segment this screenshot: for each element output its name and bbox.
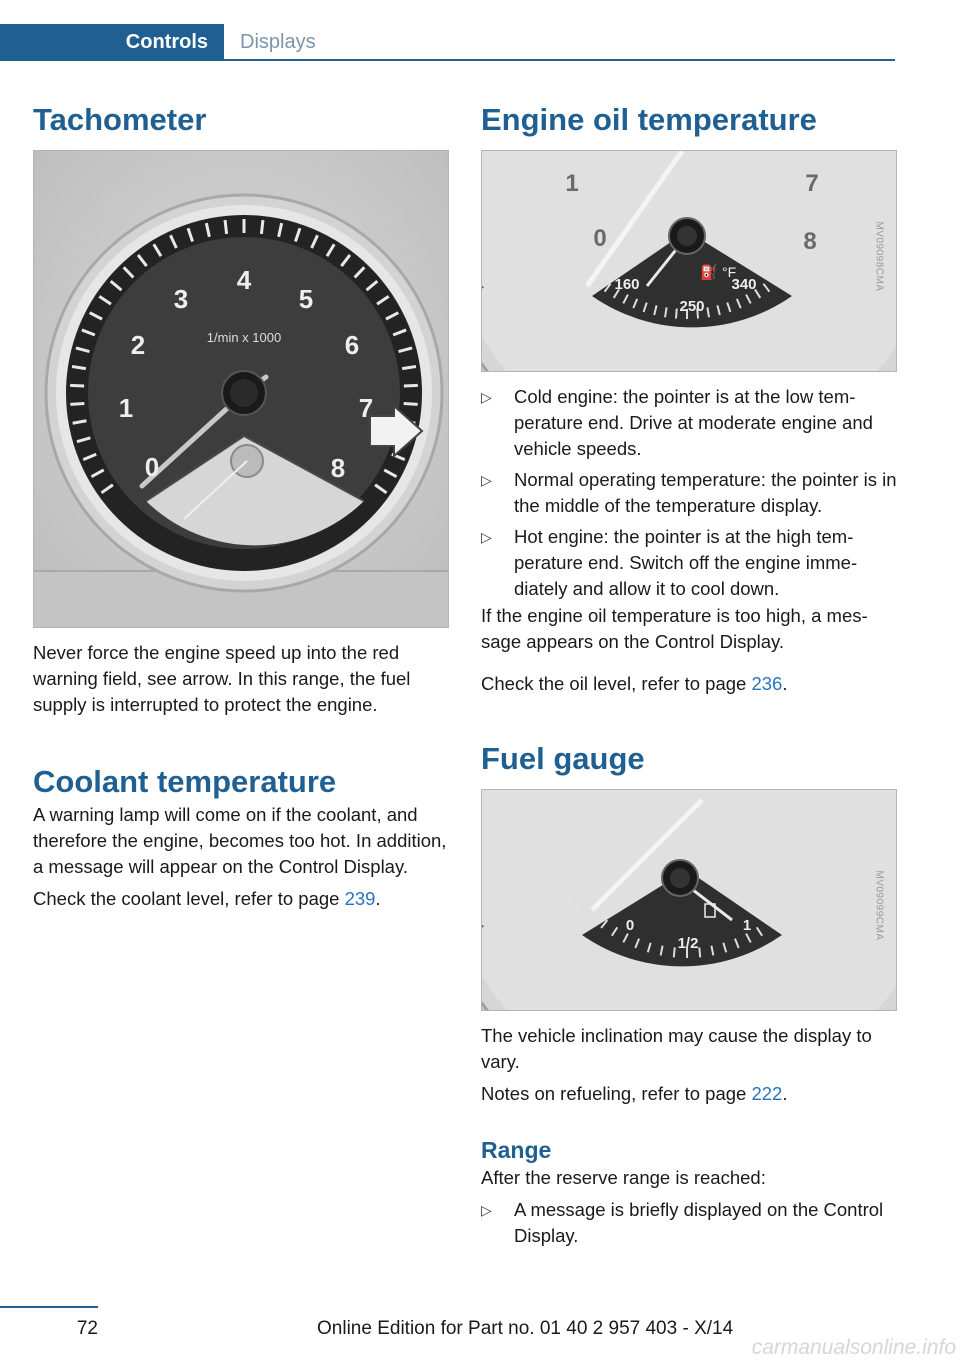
tachometer-illustration — [34, 151, 449, 628]
fuel-notes-end: . — [782, 1083, 788, 1104]
oil-check-text: Check the oil level, refer to page — [481, 673, 752, 694]
list-item — [481, 524, 897, 602]
tachometer-tick — [70, 403, 84, 404]
tab-displays[interactable] — [240, 24, 316, 61]
oil-temp-heading: Engine oil temperature — [481, 102, 817, 137]
tachometer-label: 2 — [130, 330, 146, 360]
coolant-page-link[interactable]: 239 — [344, 888, 376, 909]
fuel-notes-text: Notes on refueling, refer to page — [481, 1083, 752, 1104]
list-item — [481, 384, 897, 462]
tachometer-label: 8 — [330, 453, 346, 483]
list-item — [481, 467, 897, 519]
fuel-figure-id: MV09099CMA — [873, 870, 885, 941]
tachometer-tick — [402, 367, 416, 369]
oil-temp-label: 160 — [614, 276, 640, 293]
oil-temp-label: 340 — [731, 276, 757, 293]
tab-controls[interactable] — [0, 24, 224, 61]
tachometer-tick — [261, 220, 263, 234]
coolant-text: A warning lamp will come on if the coolant, and therefore the engine, becomes too hot. In addition, a message will appear on the Control Display. — [33, 804, 447, 877]
tachometer-tick — [70, 385, 84, 386]
tachometer-label: 3 — [173, 284, 189, 314]
tachometer-figure — [33, 150, 449, 628]
fuel-label: 1 — [742, 917, 752, 934]
oil-can-icon: ⛽ — [700, 264, 718, 280]
list-item-text: Normal operating temperature: the pointer is in the middle of the temperature display. — [514, 469, 897, 516]
left-column — [33, 100, 449, 912]
tachometer-unit-label: 1/min x 1000 — [206, 330, 282, 345]
oil-dial-label: 7 — [805, 170, 819, 197]
fuel-notes — [481, 1081, 897, 1107]
tachometer-tick — [225, 220, 227, 234]
header-rule — [0, 59, 895, 61]
right-column — [481, 100, 897, 1254]
list-item-text: Hot engine: the pointer is at the high temperature end. Switch off the engine immediately and allow it to cool down. — [514, 526, 858, 599]
triangle-bullet-icon: ▷ — [481, 1202, 492, 1218]
watermark: carmanualsonline.info — [751, 1336, 956, 1359]
fuel-gauge-illustration — [482, 790, 897, 1011]
tachometer-label: 7 — [358, 393, 374, 423]
oil-temp-list — [481, 384, 897, 602]
edition-note: Online Edition for Part no. 01 40 2 957 403 - X/14 — [317, 1318, 734, 1339]
tachometer-tick — [404, 385, 418, 386]
oil-temp-unit: °F — [722, 264, 737, 280]
coolant-check-end: . — [375, 888, 381, 909]
oil-page-link[interactable]: 236 — [751, 673, 783, 694]
coolant-heading: Coolant temperature — [33, 764, 337, 799]
tachometer-label: 5 — [298, 284, 314, 314]
list-item-text: A message is briefly displayed on the Control Display. — [514, 1199, 884, 1246]
tachometer-label: 0 — [144, 452, 160, 482]
triangle-bullet-icon: ▷ — [481, 389, 492, 405]
oil-temp-illustration — [482, 151, 897, 372]
fuel-text: The vehicle inclination may cause the display to vary. — [481, 1025, 872, 1072]
fuel-label: 0 — [625, 917, 635, 934]
fuel-page-link[interactable]: 222 — [751, 1083, 783, 1104]
coolant-check — [33, 886, 449, 912]
tachometer-label: 6 — [344, 330, 360, 360]
coolant-check-text: Check the coolant level, refer to page — [33, 888, 345, 909]
tachometer-text: Never force the engine speed up into the red warning field, see arrow. In this range, the fuel supply is interrupted to protect the engine. — [33, 642, 411, 715]
list-item-text: Cold engine: the pointer is at the low temperature end. Drive at moderate engine and vehicle speeds. — [514, 386, 873, 459]
list-item — [481, 1197, 897, 1249]
tachometer-label: 4 — [236, 265, 252, 295]
oil-dial-label: 8 — [803, 228, 817, 255]
oil-inner-tick — [676, 309, 677, 319]
triangle-bullet-icon: ▷ — [481, 529, 492, 545]
fuel-gauge-heading: Fuel gauge — [481, 741, 645, 776]
oil-dial-label: 1 — [565, 170, 579, 197]
range-list — [481, 1197, 897, 1249]
oil-dial-label: 0 — [593, 225, 607, 252]
range-heading: Range — [481, 1137, 552, 1163]
tachometer-heading: Tachometer — [33, 102, 207, 137]
tachometer-tick — [72, 367, 86, 369]
oil-temp-figure — [481, 150, 897, 372]
footer-rule — [0, 1306, 98, 1308]
tab-displays-label: Displays — [240, 31, 316, 53]
fuel-gauge-figure — [481, 789, 897, 1011]
oil-temp-label: 250 — [679, 298, 705, 315]
page-number: 72 — [76, 1318, 98, 1339]
tachometer-label: 1 — [118, 393, 134, 423]
oil-check-end: . — [782, 673, 788, 694]
range-intro: After the reserve range is reached: — [481, 1167, 766, 1188]
triangle-bullet-icon: ▷ — [481, 472, 492, 488]
tab-controls-label: Controls — [125, 31, 208, 53]
oil-temp-text: If the engine oil temperature is too high, a message appears on the Control Display. — [481, 605, 868, 652]
oil-figure-id: MV09098CMA — [873, 221, 885, 292]
fuel-label: 1/2 — [677, 935, 699, 952]
oil-check — [481, 671, 897, 697]
tachometer-tick — [404, 403, 418, 404]
fuel-inner-tick — [674, 947, 675, 957]
fuel-inner-tick — [699, 947, 700, 957]
